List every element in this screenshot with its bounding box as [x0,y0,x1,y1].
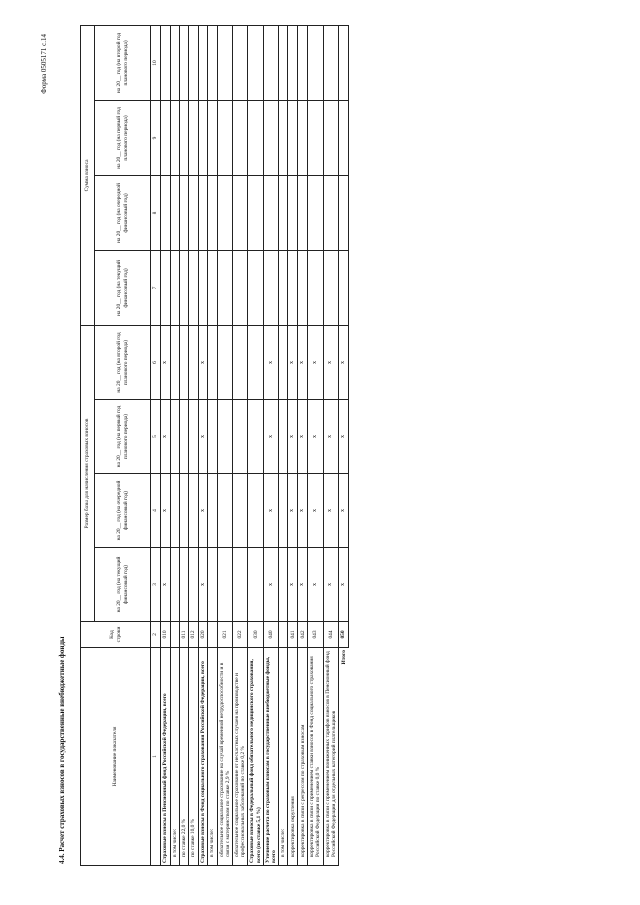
value-cell[interactable] [298,175,308,250]
value-cell[interactable] [170,400,179,474]
value-cell[interactable] [248,325,263,399]
table-row [217,25,232,865]
value-cell[interactable] [217,175,232,250]
value-cell[interactable] [189,25,198,100]
value-cell[interactable] [308,25,323,100]
x-mark-cell[interactable]: x [323,474,338,548]
column-number: 4 [151,474,161,548]
x-mark-cell[interactable]: x [308,548,323,622]
value-cell[interactable] [279,474,288,548]
value-cell[interactable] [198,250,208,325]
x-mark-cell[interactable]: x [339,548,349,622]
period-header: на 20__ год (на второй год планового периода) [95,325,151,399]
value-cell[interactable] [339,250,349,325]
value-cell[interactable] [279,548,288,622]
x-mark-cell[interactable]: x [308,474,323,548]
value-cell[interactable] [308,100,323,175]
code-col-header: Код строки [81,622,151,648]
value-cell[interactable] [161,100,171,175]
value-cell[interactable] [170,474,179,548]
period-header: на 20__ год (на текущий финансовый год) [95,250,151,325]
total-row [339,25,349,865]
value-cell[interactable] [248,100,263,175]
value-cell[interactable] [208,25,217,100]
x-mark-cell[interactable]: x [323,400,338,474]
value-cell[interactable] [198,175,208,250]
row-name: Страховые взносы в Фонд социального страхования Российской Федерации, всего [198,648,208,866]
x-mark-cell[interactable]: x [288,325,298,399]
value-cell[interactable] [279,250,288,325]
value-cell[interactable] [298,25,308,100]
value-cell[interactable] [288,175,298,250]
value-cell[interactable] [189,250,198,325]
row-name: по ставке 10,0 % [189,648,198,866]
value-cell[interactable] [161,25,171,100]
x-mark-cell[interactable]: x [288,548,298,622]
value-cell[interactable] [217,25,232,100]
contributions-table [80,25,349,866]
row-code: 042 [298,622,308,648]
value-cell[interactable] [170,250,179,325]
value-cell[interactable] [170,100,179,175]
value-cell[interactable] [308,250,323,325]
value-cell[interactable] [263,175,278,250]
x-mark-cell[interactable]: x [198,548,208,622]
x-mark-cell[interactable]: x [298,474,308,548]
value-cell[interactable] [339,175,349,250]
x-mark-cell[interactable]: x [323,548,338,622]
value-cell[interactable] [248,400,263,474]
column-number: 7 [151,250,161,325]
value-cell[interactable] [308,175,323,250]
value-cell[interactable] [248,548,263,622]
value-cell[interactable] [217,548,232,622]
value-cell[interactable] [263,25,278,100]
value-cell[interactable] [279,100,288,175]
table-row [263,25,278,865]
value-cell[interactable] [170,175,179,250]
x-mark-cell[interactable]: x [198,325,208,399]
period-header: на 20__ год (на очередной финансовый год) [95,175,151,250]
sum-group-header: Сумма взноса [81,25,95,325]
value-cell[interactable] [161,250,171,325]
row-name: обязательное социальное страхование от несчастных случаев на производстве и профессиональных заболеваний по ставке 0,2 % [233,648,248,866]
value-cell[interactable] [323,250,338,325]
column-number: 1 [151,648,161,866]
value-cell[interactable] [180,250,189,325]
value-cell[interactable] [208,474,217,548]
value-cell[interactable] [189,175,198,250]
value-cell[interactable] [248,175,263,250]
value-cell[interactable] [189,474,198,548]
row-code: 022 [233,622,248,648]
table-row [170,25,179,865]
value-cell[interactable] [233,548,248,622]
value-cell[interactable] [180,548,189,622]
value-cell[interactable] [180,100,189,175]
value-cell[interactable] [198,25,208,100]
value-cell[interactable] [189,400,198,474]
value-cell[interactable] [298,250,308,325]
value-cell[interactable] [288,250,298,325]
value-cell[interactable] [298,100,308,175]
table-row [198,25,208,865]
x-mark-cell[interactable]: x [161,400,171,474]
row-name: в том числе: [170,648,179,866]
value-cell[interactable] [217,100,232,175]
x-mark-cell[interactable]: x [323,325,338,399]
value-cell[interactable] [233,400,248,474]
table-row [279,25,288,865]
row-code [279,622,288,648]
table-row [233,25,248,865]
period-header: на 20__ год (на очередной финансовый год) [95,474,151,548]
value-cell[interactable] [180,474,189,548]
table-row [161,25,171,865]
value-cell[interactable] [263,100,278,175]
table-row [208,25,217,865]
value-cell[interactable] [279,400,288,474]
section-heading: 4.4. Расчет страховых взносов в государственные внебюджетные фонды [58,636,66,864]
value-cell[interactable] [189,100,198,175]
period-header: на 20__ год (на первый год планового периода) [95,400,151,474]
row-code: 044 [323,622,338,648]
x-mark-cell[interactable]: x [298,548,308,622]
form-id: Форма 0505171 с.14 [40,34,48,94]
table-row [323,25,338,865]
value-cell[interactable] [233,175,248,250]
table-row [248,25,263,865]
value-cell[interactable] [208,325,217,399]
row-code: 020 [198,622,208,648]
column-number: 5 [151,400,161,474]
row-code: 043 [308,622,323,648]
value-cell[interactable] [263,250,278,325]
x-mark-cell[interactable]: x [263,325,278,399]
value-cell[interactable] [161,175,171,250]
row-name: корректировка в связи с применением ставки взносов в Фонд социального страхования Российской Федерации по ставке 0,0 % [308,648,323,866]
value-cell[interactable] [323,25,338,100]
table-row [308,25,323,865]
value-cell[interactable] [248,474,263,548]
value-cell[interactable] [339,25,349,100]
value-cell[interactable] [180,175,189,250]
value-cell[interactable] [279,25,288,100]
value-cell[interactable] [233,250,248,325]
value-cell[interactable] [217,325,232,399]
value-cell[interactable] [170,325,179,399]
row-code: 010 [161,622,171,648]
value-cell[interactable] [288,25,298,100]
row-name: корректировка в связи с регрессом по страховым взносам [298,648,308,866]
row-code [208,622,217,648]
total-label: Итого [339,648,349,866]
value-cell[interactable] [288,100,298,175]
value-cell[interactable] [217,474,232,548]
x-mark-cell[interactable]: x [288,400,298,474]
row-name: по ставке 22,0 % [180,648,189,866]
row-name: Страховые взносы в Пенсионный фонд Российской Федерации, всего [161,648,171,866]
x-mark-cell[interactable]: x [161,548,171,622]
row-code: 040 [263,622,278,648]
value-cell[interactable] [217,400,232,474]
period-header: на 20__ год (на текущий финансовый год) [95,548,151,622]
value-cell[interactable] [323,175,338,250]
x-mark-cell[interactable]: x [339,474,349,548]
x-mark-cell[interactable]: x [161,474,171,548]
value-cell[interactable] [339,100,349,175]
column-number: 3 [151,548,161,622]
column-number: 6 [151,325,161,399]
value-cell[interactable] [208,400,217,474]
x-mark-cell[interactable]: x [288,474,298,548]
row-name: корректировка округления [288,648,298,866]
x-mark-cell[interactable]: x [161,325,171,399]
x-mark-cell[interactable]: x [308,400,323,474]
row-name: Уточнение расчета по страховым взносам в государственные внебюджетные фонды, всего [263,648,278,866]
value-cell[interactable] [180,25,189,100]
table-row [288,25,298,865]
value-cell[interactable] [233,25,248,100]
row-name: в том числе: [279,648,288,866]
column-number: 2 [151,622,161,648]
value-cell[interactable] [189,325,198,399]
value-cell[interactable] [208,175,217,250]
column-number: 9 [151,100,161,175]
value-cell[interactable] [208,548,217,622]
table-row [298,25,308,865]
total-code: 050 [339,622,349,648]
row-code [170,622,179,648]
row-name: корректировка в связи с применением пониженных тарифов взносов в Пенсионный фонд Российской Федерации для отдельных категорий плательщиков [323,648,338,866]
value-cell[interactable] [279,175,288,250]
table-row [189,25,198,865]
value-cell[interactable] [208,100,217,175]
x-mark-cell[interactable]: x [308,325,323,399]
x-mark-cell[interactable]: x [198,400,208,474]
row-name: обязательное социальное страхование на случай временной нетрудоспособности и в связи с материнством по ставке 2,9 % [217,648,232,866]
value-cell[interactable] [233,100,248,175]
column-number: 8 [151,175,161,250]
row-code: 021 [217,622,232,648]
value-cell[interactable] [198,100,208,175]
value-cell[interactable] [323,100,338,175]
value-cell[interactable] [279,325,288,399]
x-mark-cell[interactable]: x [263,400,278,474]
value-cell[interactable] [170,548,179,622]
x-mark-cell[interactable]: x [198,474,208,548]
row-code: 011 [180,622,189,648]
row-name: в том числе: [208,648,217,866]
column-number: 10 [151,25,161,100]
rotated-form [42,26,602,866]
x-mark-cell[interactable]: x [298,325,308,399]
x-mark-cell[interactable]: x [339,325,349,399]
value-cell[interactable] [248,250,263,325]
period-header: на 20__ год (на второй год планового периода) [95,25,151,100]
x-mark-cell[interactable]: x [298,400,308,474]
value-cell[interactable] [233,325,248,399]
table-row [180,25,189,865]
value-cell[interactable] [180,400,189,474]
value-cell[interactable] [233,474,248,548]
value-cell[interactable] [248,25,263,100]
row-code: 012 [189,622,198,648]
period-header: на 20__ год (на первый год планового периода) [95,100,151,175]
base-group-header: Размер базы для начисления страховых взносов [81,325,95,621]
x-mark-cell[interactable]: x [263,548,278,622]
x-mark-cell[interactable]: x [339,400,349,474]
x-mark-cell[interactable]: x [263,474,278,548]
name-col-header: Наименование показателя [81,648,151,866]
row-name: Страховые взносы в Федеральный фонд обязательного медицинского страхования, всего (по ставке 5,1 %) [248,648,263,866]
value-cell[interactable] [217,250,232,325]
value-cell[interactable] [208,250,217,325]
row-code: 041 [288,622,298,648]
value-cell[interactable] [189,548,198,622]
value-cell[interactable] [180,325,189,399]
value-cell[interactable] [170,25,179,100]
row-code: 030 [248,622,263,648]
